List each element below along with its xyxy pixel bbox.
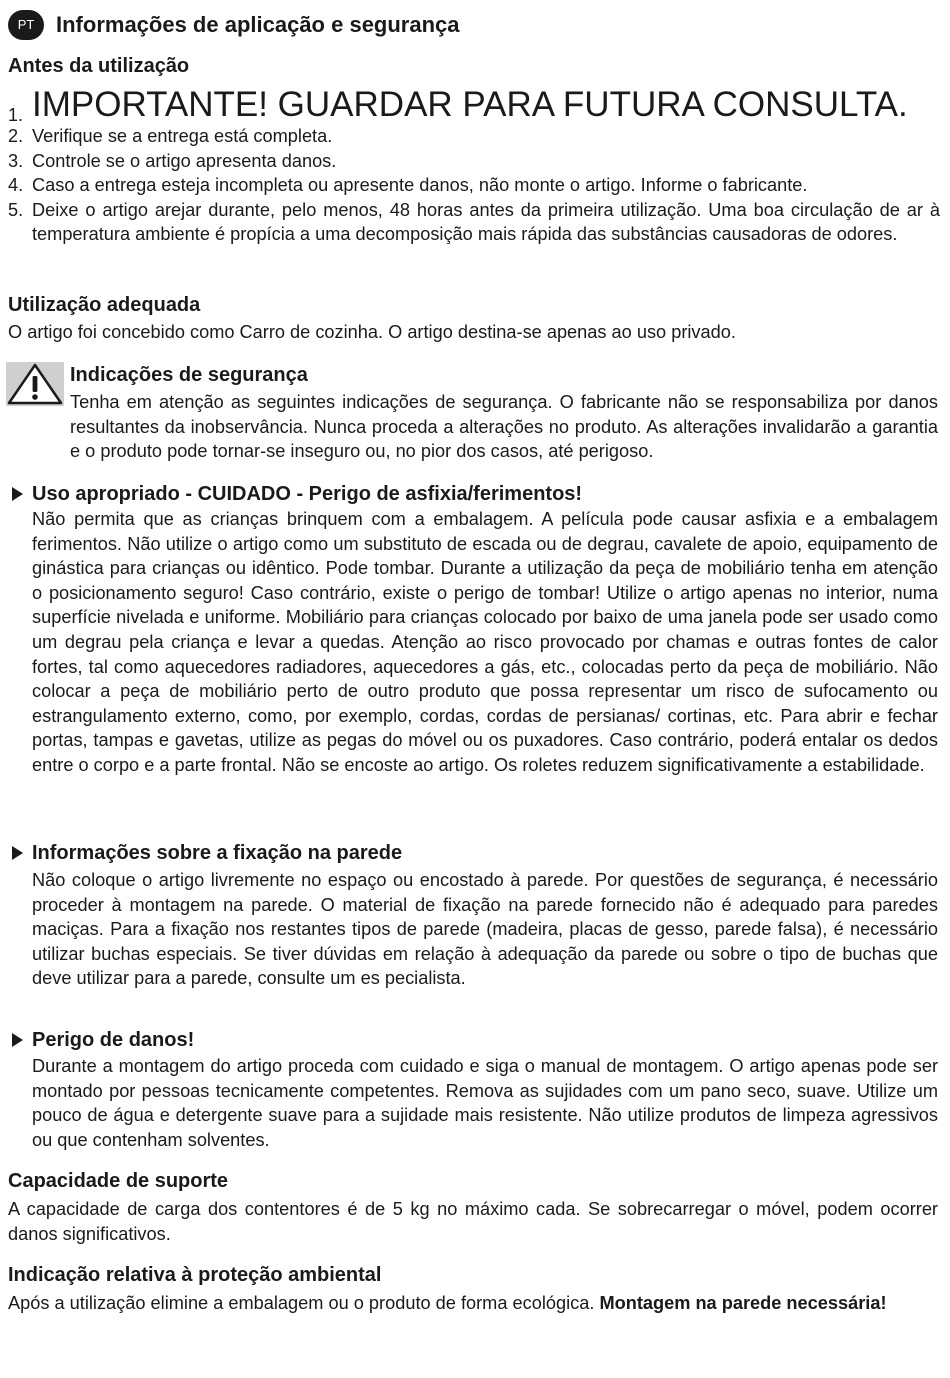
warning-icon (6, 362, 64, 406)
list-item-text: Verifique se a entrega está completa. (32, 126, 333, 146)
title-row (8, 10, 460, 40)
proper-use-heading: Utilização adequada (8, 294, 201, 316)
damage-heading-text: Perigo de danos! (32, 1029, 195, 1051)
safety-heading: Indicações de segurança (70, 364, 308, 386)
list-item-number: 1. (8, 105, 24, 125)
proper-use-text: O artigo foi concebido como Carro de cozinha. O artigo destina-se apenas ao uso privado. (8, 322, 736, 342)
list-item-number: 4. (8, 175, 24, 196)
list-item-text: Caso a entrega esteja incompleta ou apresente danos, não monte o artigo. Informe o fabricante. (32, 175, 808, 196)
environment-heading: Indicação relativa à proteção ambiental (8, 1264, 382, 1286)
triangle-bullet-icon (12, 846, 23, 860)
list-item-text: IMPORTANTE! GUARDAR PARA FUTURA CONSULTA. (32, 85, 908, 124)
list-item-text: Controle se o artigo apresenta danos. (32, 150, 337, 171)
environment-paragraph (8, 1291, 938, 1316)
triangle-bullet-icon (12, 487, 23, 501)
capacity-heading: Capacidade de suporte (8, 1170, 229, 1192)
before-use-list-rest (8, 124, 940, 247)
list-item (8, 173, 940, 198)
list-item (8, 124, 940, 149)
damage-text: Durante a montagem do artigo proceda com cuidado e siga o manual de montagem. O artigo apenas pode ser montado por pessoas tecnicamente competentes. Remova as sujidades com um pano seco, suave. Utilize um pouco de água e detergente suave para a sujidade mais resistente. Não utilize produtos de limpeza agressivos ou que contenham solventes. (32, 1056, 938, 1150)
triangle-bullet-icon (12, 1033, 23, 1047)
damage-heading (8, 1027, 194, 1053)
wall-mount-text: Não coloque o artigo livremente no espaço ou encostado à parede. Por questões de segurança, é necessário proceder à montagem na parede. O material de fixação na parede fornecido não é adequado para paredes maciças. Para a fixação nos restantes tipos de parede (madeira, placas de gesso, parede falsa), é necessário utilizar buchas especiais. Se tiver dúvidas em relação à adequação da parede ou sobre o tipo de buchas que deve utilizar para a parede, consulte um es pecialista. (32, 870, 938, 989)
suffocation-heading (8, 481, 582, 507)
wall-mount-heading (8, 840, 402, 866)
capacity-text: A capacidade de carga dos contentores é de 5 kg no máximo cada. Se sobrecarregar o móvel, podem ocorrer danos significativos. (8, 1199, 938, 1244)
suffocation-text: Não permita que as crianças brinquem com a embalagem. A película pode causar asfixia e a embalagem ferimentos. Não utilize o artigo como um substituto de escada ou de degrau, cavalete de apoio, equipamento de ginástica para crianças ou idêntico. Pode tombar. Durante a utilização da peça de mobiliário tenha em atenção o posicionamento seguro! Caso contrário, existe o perigo de tombar! Utilize o artigo apenas no interior, numa superfície nivelada e uniforme. Mobiliário para crianças colocado por baixo de uma janela pode ser usado como um degrau pela criança e levar a quedas. Atenção ao risco provocado por chamas e outras fontes de calor fortes, tal como aquecedores radiadores, aquecedores a gás, etc., colocadas perto da peça de mobiliário. Não colocar a peça de mobiliário perto de outro produto que possa representar um risco de sufocamento ou estrangulamento externo, como, por exemplo, cordas, cordas de persianas/ cortinas, etc. Para abrir e fechar portas, tampas e gavetas, utilize as pegas do móvel ou os puxadores. Caso contrário, poderá entalar os dedos entre o corpo e a parte frontal. Não se encoste ao artigo. Os roletes reduzem significativamente a estabilidade. (32, 509, 938, 775)
list-item (8, 149, 940, 174)
wall-mount-heading-text: Informações sobre a fixação na parede (32, 842, 403, 864)
list-item (8, 198, 940, 247)
list-item-number: 5. (8, 199, 24, 220)
before-use-heading: Antes da utilização (8, 55, 190, 77)
language-badge: PT (8, 10, 44, 40)
suffocation-heading-text: Uso apropriado - CUIDADO - Perigo de asfixia/ferimentos! (32, 483, 583, 505)
list-item-text: Deixe o artigo arejar durante, pelo menos, 48 horas antes da primeira utilização. Uma boa circulação de ar à temperatura ambiente é propícia a uma decomposição mais rápida das substâncias causadoras de odores. (32, 199, 940, 245)
list-item-number: 2. (8, 126, 24, 146)
environment-text: Após a utilização elimine a embalagem ou o produto de forma ecológica. (8, 1293, 595, 1313)
page-title: Informações de aplicação e segurança (56, 11, 460, 37)
wall-mount-required-note: Montagem na parede necessária! (599, 1293, 887, 1313)
list-item-number: 3. (8, 150, 24, 171)
safety-text: Tenha em atenção as seguintes indicações de segurança. O fabricante não se responsabiliza por danos resultantes da inobservância. Nunca proceda a alterações no produto. As alterações invalidarão a garantia e o produto pode tornar-se inseguro ou, no pior dos casos, até perigoso. (70, 392, 938, 462)
